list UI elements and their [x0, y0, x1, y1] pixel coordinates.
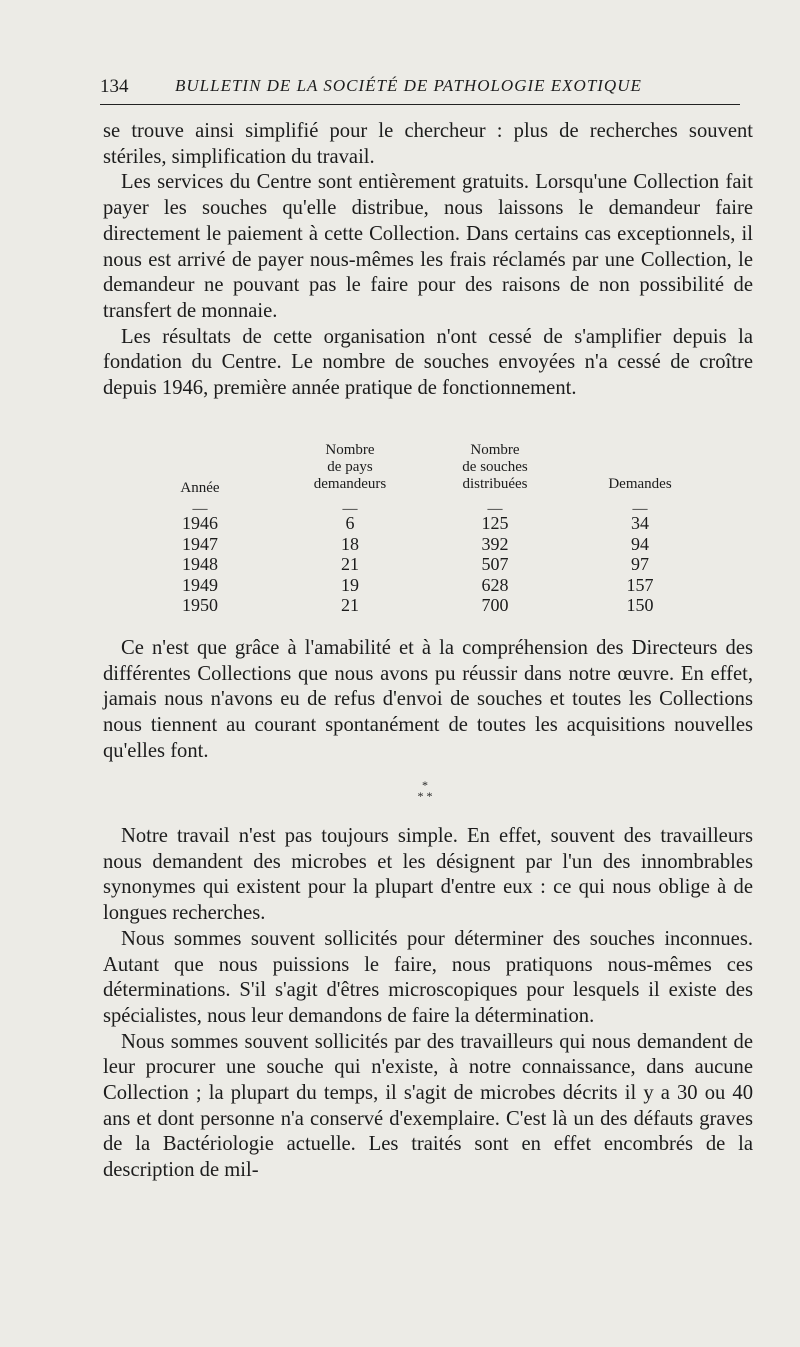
text-block-thanks [103, 636, 753, 765]
page-header [100, 72, 740, 98]
table-cell-demandes: 157 [626, 574, 654, 595]
header-line: Nombre [325, 442, 375, 458]
table-cell-souches: 125 [481, 513, 509, 533]
column-header-strains [440, 442, 550, 493]
table-row [100, 513, 750, 534]
column-header-countries [295, 442, 405, 493]
table-cell-year: 1950 [182, 595, 218, 615]
table-cell-pays: 21 [341, 595, 359, 615]
table-cell-pays: 18 [341, 533, 359, 554]
table-row [100, 575, 750, 596]
table-cell-year: 1947 [182, 533, 218, 554]
table-row [100, 554, 750, 575]
section-separator [405, 780, 445, 802]
table-cell-pays: 6 [345, 513, 355, 533]
running-title: BULLETIN DE LA SOCIÉTÉ DE PATHOLOGIE EXOTIQUE [175, 76, 642, 95]
table-cell-demandes: 150 [626, 595, 654, 615]
header-line: distribuées [462, 476, 528, 492]
table-body [100, 513, 750, 616]
table-row [100, 595, 750, 616]
table-row [100, 534, 750, 555]
table-cell-year: 1948 [182, 554, 218, 574]
column-dash: — [487, 501, 503, 517]
header-line: de souches [462, 459, 528, 475]
text-block-difficulties [103, 824, 753, 1184]
paragraph: Les résultats de cette organisation n'ont cessé de s'amplifier depuis la fondation du Centre. Le nombre de souches envoyées n'a cessé de croître depuis 1946, première année pratique de fonctionnement. [103, 325, 753, 400]
separator-stars: * * [417, 789, 433, 803]
table-cell-year: 1946 [182, 513, 218, 533]
column-dash: — [632, 501, 648, 517]
paragraph: Nous sommes souvent sollicités pour déterminer des souches inconnues. Autant que nous puissions le faire, nous pratiquons nous-mêmes ces déterminations. S'il s'agit d'êtres microscopiques pour lesquels il existe des spécialistes, nous leur demandons de faire la détermination. [103, 927, 753, 1027]
header-line: de pays [327, 459, 373, 475]
separator-star: * [422, 778, 428, 792]
paragraph: Les services du Centre sont entièrement gratuits. Lorsqu'une Collection fait payer les souches qu'elle distribue, nous laissons le demandeur faire directement le paiement à cette Collection. Dans certains cas exceptionnels, il nous est arrivé de payer nous-mêmes les frais réclamés par une Collection, le demandeur ne pouvant pas le faire pour des raisons de non possibilité de transfert de monnaie. [103, 171, 753, 322]
table-cell-pays: 21 [341, 554, 359, 574]
column-dash: — [192, 501, 208, 517]
column-header-year: Année [180, 480, 220, 496]
table-cell-souches: 392 [481, 533, 509, 554]
header-line: Nombre [470, 442, 520, 458]
paragraph: Notre travail n'est pas toujours simple. En effet, souvent des travailleurs nous demandent des microbes et les désignent par l'un des innombrables synonymes qui existent pour la plupart d'entre eux : ce qui nous oblige à de longues recherches. [103, 825, 753, 925]
paragraph: Ce n'est que grâce à l'amabilité et à la compréhension des Directeurs des différentes Collections que nous avons pu réussir dans notre œuvre. En effet, jamais nous n'avons eu de refus d'envoi de souches et toutes les Collections nous tiennent au courant spontanément de toutes les acquisitions nouvelles qu'elles font. [103, 637, 753, 762]
table-cell-year: 1949 [182, 574, 218, 595]
paragraph: Nous sommes souvent sollicités par des travailleurs qui nous demandent de leur procurer une souche qui n'existe, à notre connaissance, dans aucune Collection ; la plupart du temps, il s'agit de microbes décrits il y a 30 ou 40 ans et dont personne n'a conservé d'exemplaire. C'est là un des défauts graves de la Bactériologie actuelle. Les traités sont en effet encombrés de la description de mil- [103, 1030, 753, 1182]
text-block-intro [103, 119, 753, 402]
table-cell-souches: 700 [481, 595, 509, 615]
header-rule [100, 104, 740, 105]
table-cell-demandes: 97 [631, 554, 649, 574]
table-cell-pays: 19 [341, 574, 359, 595]
table-cell-demandes: 34 [631, 513, 649, 533]
table-cell-souches: 628 [481, 574, 509, 595]
paragraph: se trouve ainsi simplifié pour le chercheur : plus de recherches souvent stériles, simplification du travail. [103, 120, 753, 168]
column-header-requests: Demandes [608, 476, 672, 492]
page-number: 134 [100, 76, 129, 97]
column-dash: — [342, 501, 358, 517]
statistics-table [100, 441, 750, 621]
table-cell-demandes: 94 [631, 533, 649, 554]
table-cell-souches: 507 [481, 554, 509, 574]
header-line: demandeurs [313, 476, 387, 492]
